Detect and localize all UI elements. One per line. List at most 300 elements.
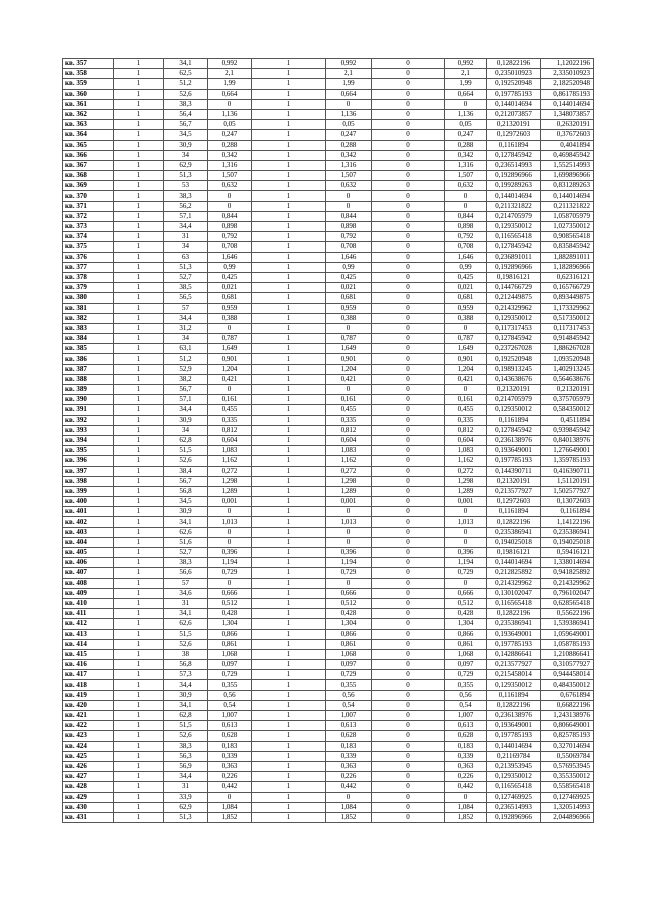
table-cell: 0,628 [208, 731, 252, 741]
table-cell: 0,272 [326, 466, 372, 476]
table-cell: 0,708 [445, 242, 487, 252]
table-cell: 1 [252, 191, 326, 201]
table-cell: 0,388 [208, 313, 252, 323]
table-cell: 0,455 [326, 405, 372, 415]
table-cell: 1,320514993 [541, 802, 594, 812]
table-cell: 0,213953945 [487, 761, 541, 771]
table-cell: 1 [252, 150, 326, 160]
table-cell: 1 [114, 364, 164, 374]
table-cell: 0,339 [208, 751, 252, 761]
apartment-label: кв. 399 [63, 486, 114, 496]
table-cell: 1,552514993 [541, 160, 594, 170]
table-cell: 0,288 [326, 140, 372, 150]
apartment-label: кв. 398 [63, 476, 114, 486]
table-cell: 0,56 [445, 690, 487, 700]
table-cell: 1 [114, 639, 164, 649]
table-cell: 1 [114, 660, 164, 670]
table-cell: 0,144014694 [541, 99, 594, 109]
table-cell: 0,396 [326, 548, 372, 558]
table-cell: 0,236514993 [487, 160, 541, 170]
table-cell: 1 [114, 548, 164, 558]
table-cell: 0 [372, 109, 445, 119]
table-cell: 0,183 [208, 741, 252, 751]
table-cell: 51,3 [164, 262, 208, 272]
table-cell: 1 [252, 670, 326, 680]
table-cell: 0 [372, 497, 445, 507]
table-cell: 0,144014694 [487, 99, 541, 109]
table-cell: 0 [372, 69, 445, 79]
table-cell: 1 [114, 476, 164, 486]
table-cell: 0,56 [326, 690, 372, 700]
table-cell: 0,19816121 [487, 548, 541, 558]
table-cell: 0,021 [445, 283, 487, 293]
table-cell: 0,632 [445, 181, 487, 191]
table-row [63, 741, 594, 751]
table-cell: 1,316 [445, 160, 487, 170]
table-cell: 0,812 [326, 425, 372, 435]
table-row [63, 476, 594, 486]
table-cell: 0 [372, 303, 445, 313]
table-cell: 0,666 [208, 588, 252, 598]
table-cell: 0,192896966 [487, 262, 541, 272]
table-cell: 0 [372, 619, 445, 629]
table-cell: 0 [208, 578, 252, 588]
table-cell: 52,7 [164, 272, 208, 282]
table-cell: 0,54 [445, 700, 487, 710]
table-cell: 0,127845942 [487, 425, 541, 435]
table-cell: 1,402913245 [541, 364, 594, 374]
table-cell: 1 [114, 334, 164, 344]
table-cell: 38,3 [164, 99, 208, 109]
table-row [63, 323, 594, 333]
table-cell: 0 [372, 741, 445, 751]
table-cell: 1 [114, 772, 164, 782]
table-cell: 0 [372, 670, 445, 680]
table-cell: 1 [114, 283, 164, 293]
table-cell: 0 [326, 191, 372, 201]
apartment-label: кв. 427 [63, 772, 114, 782]
table-cell: 0,129350012 [487, 313, 541, 323]
table-cell: 1,204 [445, 364, 487, 374]
table-cell: 0,12822196 [487, 59, 541, 69]
table-cell: 0,214329962 [487, 303, 541, 313]
table-cell: 0 [372, 660, 445, 670]
table-cell: 1 [114, 109, 164, 119]
table-row [63, 690, 594, 700]
table-cell: 1,649 [208, 344, 252, 354]
table-row [63, 150, 594, 160]
table-cell: 1 [252, 79, 326, 89]
table-cell: 56,7 [164, 476, 208, 486]
table-cell: 0 [372, 772, 445, 782]
table-cell: 0 [372, 130, 445, 140]
apartment-label: кв. 390 [63, 395, 114, 405]
table-row [63, 558, 594, 568]
table-cell: 0,339 [445, 751, 487, 761]
table-cell: 38,2 [164, 374, 208, 384]
table-cell: 0,428 [445, 609, 487, 619]
table-cell: 1 [252, 303, 326, 313]
table-cell: 38,3 [164, 558, 208, 568]
table-cell: 1 [252, 69, 326, 79]
table-cell: 0 [208, 792, 252, 802]
apartment-label: кв. 358 [63, 69, 114, 79]
table-cell: 0,235386941 [487, 527, 541, 537]
table-cell: 56,7 [164, 385, 208, 395]
table-cell: 0,914845942 [541, 334, 594, 344]
table-row [63, 609, 594, 619]
table-cell: 0 [372, 466, 445, 476]
table-cell: 0,632 [208, 181, 252, 191]
table-cell: 0,197785193 [487, 89, 541, 99]
table-cell: 0,127845942 [487, 334, 541, 344]
table-cell: 0,792 [208, 232, 252, 242]
table-cell: 0,21320191 [487, 385, 541, 395]
table-row [63, 395, 594, 405]
table-cell: 1,204 [326, 364, 372, 374]
table-cell: 1 [252, 721, 326, 731]
table-cell: 0,893449875 [541, 293, 594, 303]
table-cell: 1 [114, 690, 164, 700]
table-cell: 51,6 [164, 537, 208, 547]
apartment-label: кв. 416 [63, 660, 114, 670]
table-cell: 0,144390711 [487, 466, 541, 476]
table-cell: 38,5 [164, 283, 208, 293]
table-row [63, 293, 594, 303]
table-cell: 0,214329962 [487, 578, 541, 588]
table-cell: 57,3 [164, 670, 208, 680]
table-row [63, 486, 594, 496]
apartment-label: кв. 377 [63, 262, 114, 272]
table-cell: 2,1 [208, 69, 252, 79]
table-cell: 0,729 [445, 568, 487, 578]
table-cell: 1 [252, 456, 326, 466]
table-row [63, 456, 594, 466]
table-cell: 1,007 [208, 711, 252, 721]
table-cell: 0,866 [445, 629, 487, 639]
table-cell: 0,21169784 [487, 751, 541, 761]
table-cell: 1,649 [326, 344, 372, 354]
apartment-label: кв. 429 [63, 792, 114, 802]
table-cell: 1,007 [326, 711, 372, 721]
table-row [63, 211, 594, 221]
apartment-label: кв. 400 [63, 497, 114, 507]
table-cell: 1,068 [445, 649, 487, 659]
table-cell: 0 [208, 201, 252, 211]
table-cell: 0,211321822 [487, 201, 541, 211]
table-cell: 0,310577927 [541, 660, 594, 670]
table-cell: 0,992 [208, 59, 252, 69]
table-cell: 1 [114, 344, 164, 354]
table-cell: 1,539386941 [541, 619, 594, 629]
table-cell: 1,289 [208, 486, 252, 496]
table-cell: 0,992 [326, 59, 372, 69]
table-row [63, 109, 594, 119]
table-cell: 1 [252, 283, 326, 293]
table-cell: 38,4 [164, 466, 208, 476]
table-cell: 0 [445, 99, 487, 109]
table-cell: 0 [445, 537, 487, 547]
table-cell: 56,8 [164, 486, 208, 496]
table-cell: 1 [114, 568, 164, 578]
table-cell: 1,059649001 [541, 629, 594, 639]
table-cell: 1 [114, 741, 164, 751]
table-cell: 0 [372, 313, 445, 323]
table-cell: 1 [114, 680, 164, 690]
table-cell: 0,99 [326, 262, 372, 272]
table-cell: 1 [252, 120, 326, 130]
table-cell: 1 [252, 507, 326, 517]
table-cell: 2,1 [445, 69, 487, 79]
table-cell: 0,729 [326, 670, 372, 680]
apartment-label: кв. 394 [63, 435, 114, 445]
table-cell: 0,584350012 [541, 405, 594, 415]
table-cell: 0,861 [445, 639, 487, 649]
table-cell: 0 [372, 761, 445, 771]
table-cell: 0 [445, 323, 487, 333]
table-cell: 0,21320191 [487, 476, 541, 486]
table-cell: 1,51120191 [541, 476, 594, 486]
table-cell: 0,237267028 [487, 344, 541, 354]
table-cell: 0,56 [208, 690, 252, 700]
table-cell: 0 [372, 323, 445, 333]
table-cell: 1 [252, 537, 326, 547]
table-cell: 0,908565418 [541, 232, 594, 242]
table-cell: 34 [164, 242, 208, 252]
table-cell: 1 [252, 588, 326, 598]
apartment-label: кв. 423 [63, 731, 114, 741]
table-cell: 0 [372, 354, 445, 364]
table-cell: 0,442 [326, 782, 372, 792]
table-cell: 0,183 [326, 741, 372, 751]
table-cell: 1 [252, 558, 326, 568]
table-cell: 1 [252, 761, 326, 771]
table-cell: 0,941825892 [541, 568, 594, 578]
table-cell: 0 [372, 405, 445, 415]
table-cell: 1,304 [208, 619, 252, 629]
table-cell: 0 [372, 160, 445, 170]
table-cell: 52,7 [164, 548, 208, 558]
table-cell: 52,6 [164, 89, 208, 99]
table-row [63, 99, 594, 109]
table-cell: 0 [326, 385, 372, 395]
table-cell: 1 [252, 181, 326, 191]
table-cell: 0 [372, 435, 445, 445]
table-cell: 0,097 [326, 660, 372, 670]
table-cell: 1 [252, 262, 326, 272]
table-cell: 0,469845942 [541, 150, 594, 160]
apartment-label: кв. 396 [63, 456, 114, 466]
table-cell: 0,194025018 [541, 537, 594, 547]
table-cell: 34 [164, 150, 208, 160]
table-row [63, 507, 594, 517]
table-cell: 0,396 [445, 548, 487, 558]
table-cell: 0,192520948 [487, 354, 541, 364]
table-cell: 0,144014694 [541, 191, 594, 201]
table-cell: 1 [252, 59, 326, 69]
table-cell: 1,136 [326, 109, 372, 119]
table-cell: 2,335010923 [541, 69, 594, 79]
table-cell: 1,348073857 [541, 109, 594, 119]
table-row [63, 751, 594, 761]
table-cell: 1,507 [326, 171, 372, 181]
table-cell: 1,084 [445, 802, 487, 812]
apartment-label: кв. 407 [63, 568, 114, 578]
table-cell: 0,425 [208, 272, 252, 282]
apartment-label: кв. 371 [63, 201, 114, 211]
table-cell: 0,558565418 [541, 782, 594, 792]
table-cell: 0,901 [208, 354, 252, 364]
table-cell: 1 [114, 486, 164, 496]
table-cell: 1,007 [445, 711, 487, 721]
table-cell: 0,835845942 [541, 242, 594, 252]
table-row [63, 222, 594, 232]
table-row [63, 191, 594, 201]
table-cell: 34,4 [164, 772, 208, 782]
table-cell: 1 [114, 761, 164, 771]
table-cell: 0,363 [208, 761, 252, 771]
table-cell: 1,243138976 [541, 711, 594, 721]
table-cell: 1,093520948 [541, 354, 594, 364]
table-cell: 51,3 [164, 171, 208, 181]
table-cell: 51,2 [164, 79, 208, 89]
table-cell: 0,05 [326, 120, 372, 130]
table-cell: 0 [445, 527, 487, 537]
table-cell: 0,664 [445, 89, 487, 99]
table-cell: 0,604 [445, 435, 487, 445]
table-cell: 0,844 [445, 211, 487, 221]
table-cell: 1,298 [208, 476, 252, 486]
table-cell: 0,604 [326, 435, 372, 445]
table-cell: 0 [372, 792, 445, 802]
table-cell: 0,161 [445, 395, 487, 405]
table-cell: 1 [114, 130, 164, 140]
apartment-label: кв. 397 [63, 466, 114, 476]
table-cell: 1,99 [445, 79, 487, 89]
table-cell: 1,058705979 [541, 211, 594, 221]
table-cell: 0,161 [208, 395, 252, 405]
table-cell: 0,144014694 [487, 191, 541, 201]
table-cell: 0,212073857 [487, 109, 541, 119]
apartments-table [62, 58, 594, 823]
table-row [63, 69, 594, 79]
table-cell: 0,729 [208, 568, 252, 578]
table-cell: 0,355 [445, 680, 487, 690]
table-cell: 1 [114, 619, 164, 629]
table-cell: 0 [372, 446, 445, 456]
table-cell: 38,3 [164, 191, 208, 201]
table-cell: 0 [372, 456, 445, 466]
apartment-label: кв. 403 [63, 527, 114, 537]
table-row [63, 782, 594, 792]
table-cell: 63,1 [164, 344, 208, 354]
table-cell: 0 [372, 242, 445, 252]
table-cell: 0 [372, 680, 445, 690]
apartment-label: кв. 393 [63, 425, 114, 435]
table-cell: 1 [252, 446, 326, 456]
table-cell: 1,068 [208, 649, 252, 659]
table-cell: 1 [252, 568, 326, 578]
table-cell: 0,21320191 [487, 120, 541, 130]
table-cell: 0,327014694 [541, 741, 594, 751]
table-row [63, 802, 594, 812]
table-cell: 0 [372, 598, 445, 608]
table-cell: 1 [114, 120, 164, 130]
table-row [63, 232, 594, 242]
table-row [63, 517, 594, 527]
table-row [63, 568, 594, 578]
table-cell: 0,183 [445, 741, 487, 751]
table-cell: 1 [252, 497, 326, 507]
table-cell: 1 [114, 558, 164, 568]
table-row [63, 680, 594, 690]
table-cell: 1 [114, 700, 164, 710]
table-cell: 1 [252, 374, 326, 384]
apartment-label: кв. 361 [63, 99, 114, 109]
table-cell: 1 [114, 466, 164, 476]
table-cell: 0,992 [445, 59, 487, 69]
table-cell: 0 [372, 649, 445, 659]
table-cell: 0,959 [326, 303, 372, 313]
apartment-label: кв. 383 [63, 323, 114, 333]
table-row [63, 130, 594, 140]
table-cell: 0 [372, 191, 445, 201]
table-cell: 1,316 [208, 160, 252, 170]
table-cell: 0 [326, 578, 372, 588]
table-cell: 0,666 [445, 588, 487, 598]
table-cell: 0,898 [208, 222, 252, 232]
table-cell: 0 [372, 120, 445, 130]
table-cell: 0,021 [326, 283, 372, 293]
table-cell: 1 [252, 232, 326, 242]
table-cell: 1 [114, 160, 164, 170]
table-cell: 1 [252, 598, 326, 608]
table-cell: 0,247 [445, 130, 487, 140]
table-cell: 0,613 [326, 721, 372, 731]
table-cell: 1 [114, 415, 164, 425]
table-row [63, 252, 594, 262]
table-row [63, 89, 594, 99]
apartment-label: кв. 385 [63, 344, 114, 354]
table-cell: 1,083 [445, 446, 487, 456]
table-cell: 1 [252, 395, 326, 405]
table-cell: 62,6 [164, 527, 208, 537]
table-cell: 0,127469925 [541, 792, 594, 802]
apartment-label: кв. 376 [63, 252, 114, 262]
table-cell: 1 [252, 782, 326, 792]
apartment-label: кв. 428 [63, 782, 114, 792]
table-cell: 1 [114, 171, 164, 181]
table-cell: 1 [114, 721, 164, 731]
table-cell: 1 [114, 313, 164, 323]
table-cell: 0,831289263 [541, 181, 594, 191]
table-cell: 0,729 [445, 670, 487, 680]
apartment-label: кв. 373 [63, 222, 114, 232]
table-row [63, 548, 594, 558]
table-cell: 0,812 [445, 425, 487, 435]
table-cell: 1,013 [326, 517, 372, 527]
table-cell: 0,613 [208, 721, 252, 731]
table-cell: 1 [252, 578, 326, 588]
table-cell: 0 [326, 507, 372, 517]
table-row [63, 181, 594, 191]
table-cell: 0 [372, 486, 445, 496]
table-cell: 30,9 [164, 690, 208, 700]
apartment-label: кв. 418 [63, 680, 114, 690]
table-row [63, 283, 594, 293]
apartment-label: кв. 367 [63, 160, 114, 170]
table-cell: 0,1161894 [487, 415, 541, 425]
